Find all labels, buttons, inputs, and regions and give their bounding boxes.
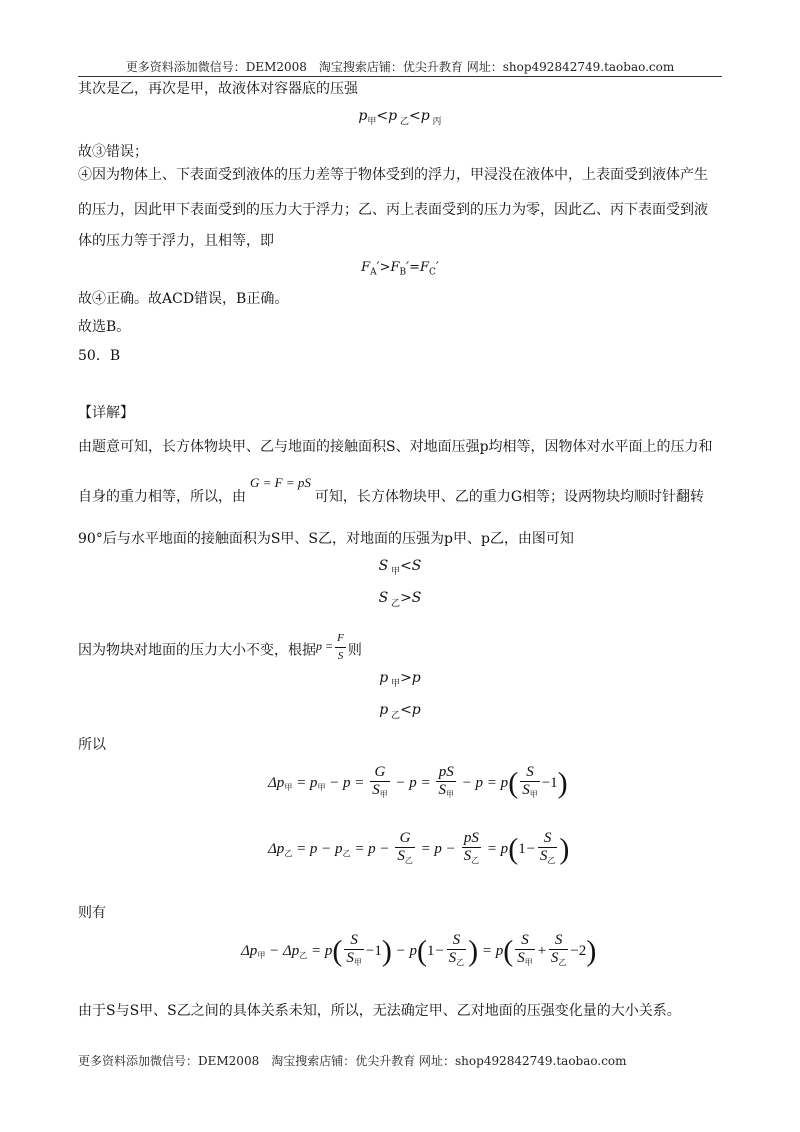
text-line: 其次是乙，再次是甲，故液体对容器底的压强	[78, 81, 358, 97]
text-line: 由题意可知，长方体物块甲、乙与地面的接触面积S、对地面压强p均相等，因物体对水平面上的压力和	[78, 439, 713, 455]
text-line: ④因为物体上、下表面受到液体的压力差等于物体受到的浮力，甲浸没在液体中，上表面受到液体产生	[78, 167, 708, 183]
centered-formula-s-yi: S $_乙$>S	[378, 590, 422, 609]
centered-formula-p-yi: p $_乙$<p	[379, 702, 421, 721]
text-fragment: 则	[347, 642, 362, 659]
inline-formula-p: p = $\frac{F}{S}$	[316, 632, 344, 662]
text-line	[78, 475, 722, 508]
text-line: 则有	[78, 905, 106, 921]
centered-formula-p-jia: p $_甲$>p	[379, 670, 421, 689]
equation-difference: $\Delta p_甲 - \Delta p_乙 = p$( $\frac{S}{S_甲}$ −1) − p(1− $\frac{S}{S_乙}$ ) = p( $\frac{S}{S_甲}$ + $\frac{S}{S_乙}$ −2)	[241, 932, 597, 968]
centered-formula-s-jia: S $_甲$<S	[378, 558, 422, 577]
text-line: 90°后与水平地面的接触面积为S甲、S乙，对地面的压强为p甲、p乙，由图可知	[78, 531, 574, 547]
text-line: 所以	[78, 737, 106, 753]
text-line: 故④正确。故ACD错误，B正确。	[78, 291, 289, 307]
text-line: 由于S与S甲、S乙之间的具体关系未知，所以，无法确定甲、乙对地面的压强变化量的大小关系。	[78, 1003, 681, 1019]
equation-delta-p-jia: $\Delta p_甲 = p_甲 - p$ = $\frac{G}{S_甲}$ − p = $\frac{pS}{S_甲}$ − p = p( $\frac{S}{S_甲}$ −1)	[268, 764, 568, 800]
text-line: 故选B。	[78, 319, 131, 335]
page-header: 更多资料添加微信号：DEM2008 淘宝搜索店铺：优尖升教育 网址：shop492842749.taobao.com	[125, 60, 675, 74]
inline-formula-g: G = F = pS	[250, 475, 311, 490]
header-rule	[78, 76, 722, 77]
centered-formula-pressure: $p_甲<p$ $_乙$<p $_丙$	[358, 108, 442, 127]
text-line: 50．B	[78, 348, 121, 364]
text-fragment: 因为物块对地面的压力大小不变，根据	[78, 642, 316, 659]
section-heading: 【详解】	[78, 405, 134, 421]
page-footer: 更多资料添加微信号：DEM2008 淘宝搜索店铺：优尖升教育 网址：shop492842749.taobao.com	[78, 1054, 627, 1068]
centered-formula-force: $F_A'>F_B'=F_C'$	[361, 260, 439, 278]
equation-delta-p-yi: $\Delta p_乙 = p - p_乙 = p$ − $\frac{G}{S_乙}$ = p − $\frac{pS}{S_乙}$ = p(1− $\frac{S}{S_乙}$ )	[268, 830, 570, 866]
text-line: 的压力，因此甲下表面受到的压力大于浮力；乙、丙上表面受到的压力为零，因此乙、丙下表面受到液	[78, 202, 708, 218]
text-fragment: 可知，长方体物块甲、乙的重力G相等；设两物块均顺时针翻转	[314, 489, 705, 505]
text-line	[78, 634, 722, 669]
text-line: 体的压力等于浮力，且相等，即	[78, 233, 274, 249]
text-line: 故③错误；	[78, 144, 148, 160]
text-fragment: 自身的重力相等，所以，由	[78, 489, 246, 505]
